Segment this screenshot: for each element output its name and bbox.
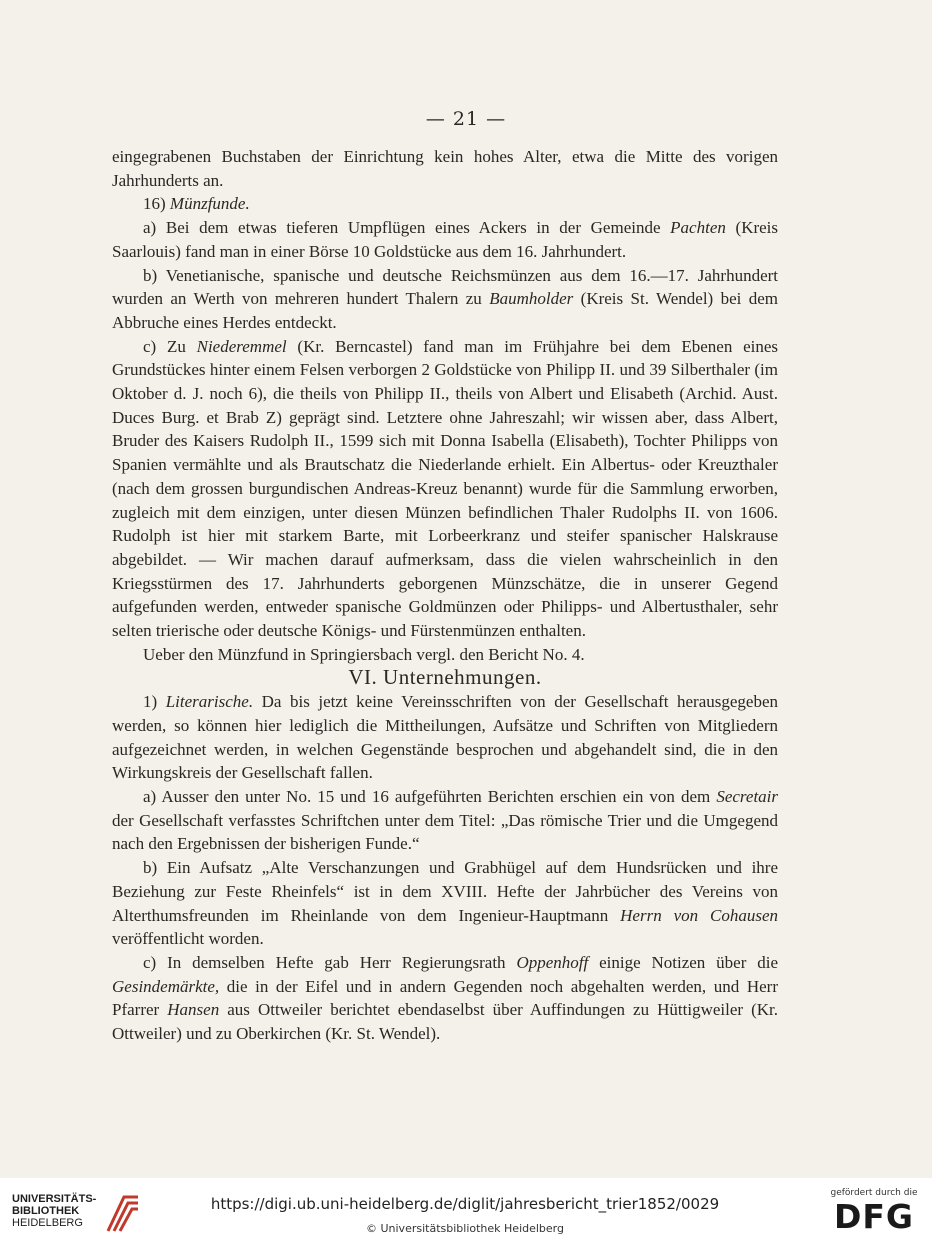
paragraph-1 (112, 145, 778, 192)
paragraph-b-cohausen (112, 856, 778, 951)
text-fragment: (Kr. Berncastel) fand man im Frühjahre bei dem Ebenen eines Grundstückes hinter einem Felsen verborgen 2 Goldstücke von Philipp II. und 39 Silberthaler (im Oktober d. J. noch 6), die theils von Philipp II., theils von Albert und Elisabeth (Archid. Aust. Duces Burg. et Brab Z) geprägt sind. Letztere ohne Jahreszahl; wir wissen aber, dass Albert, Bruder des Kaisers Rudolph II., 1599 sich mit Donna Isabella (Elisabeth), Tochter Philipps von Spanien vermählte und als Brautschatz die Niederlande erhielt. Ein Albertus- oder Kreuzthaler (nach dem grossen burgundischen Andreas-Kreuz benannt) wurde für die Sammlung erworben, zugleich mit dem einzigen, unter diesen Münzen befindlichen Thaler Rudolphs II. von 1606. Rudolph ist hier mit starkem Barte, mit Lorbeerkranz und steifer spanischer Halskrause abgebildet. — Wir machen darauf aufmerksam, dass die vielen wahrscheinlich in den Kriegsstürmen des 17. Jahrhunderts geborgenen Münzschätze, die in unserer Gegend aufgefunden werden, entweder spanische Goldmünzen oder Philipps- und Albertusthaler, sehr selten trierische oder deutsche Königs- und Fürstenmünzen enthalten. (112, 336, 779, 641)
section-16-heading (112, 192, 778, 216)
dfg-logo[interactable] (826, 1188, 922, 1236)
copyright-notice: © Universitätsbibliothek Heidelberg (365, 1222, 564, 1235)
text-fragment: aus Ottweiler berichtet ebendaselbst über Auffindungen zu Hüttigweiler (Kr. Ottweiler) und zu Oberkirchen (Kr. St. Wendel). (112, 1000, 778, 1044)
section-16-title: Münzfunde. (169, 194, 250, 214)
library-logo[interactable] (12, 1191, 162, 1237)
text-fragment: a) Bei dem etwas tieferen Umpflügen eines Ackers in der Gemeinde (143, 218, 661, 238)
text-fragment: die in der Eifel und in andern Gegenden noch abgehalten werden, und Herr Pfarrer (112, 976, 778, 1020)
paragraph-a-pachten (112, 216, 778, 263)
section-1-title: Literarische. (165, 692, 254, 712)
paragraph-c-oppenhoff (112, 951, 778, 1046)
place-pachten: Pachten (670, 218, 726, 238)
permalink-url[interactable]: https://digi.ub.uni-heidelberg.de/diglit/jahresbericht_trier1852/0029 (210, 1195, 720, 1213)
library-logo-text (12, 1193, 96, 1229)
paragraph-1-text: eingegrabenen Buchstaben der Einrichtung kein hohes Alter, etwa die Mitte des vorigen Jahrhunderts an. (112, 147, 778, 190)
section-1-number: 1) (143, 692, 158, 712)
text-fragment: b) Ein Aufsatz „Alte Verschanzungen und Grabhügel auf dem Hundsrücken und ihre Beziehung zur Feste Rheinfels“ ist in dem XVIII. Hefte der Jahrbücher des Vereins von Alterthumsfreunden im Rheinlande von dem Ingenieur-Hauptmann (112, 858, 778, 925)
term-gesindemaerkte: Gesindemärkte, (112, 976, 220, 996)
section-title: VI. Unternehmungen. (348, 665, 542, 690)
section-16-number: 16) (143, 194, 166, 214)
page-number: — 21 — (425, 108, 507, 130)
paragraph-literarische (112, 690, 778, 785)
paragraph-b-baumholder (112, 264, 778, 335)
person-secretair: Secretair (716, 786, 779, 806)
library-name-line3: HEIDELBERG (12, 1217, 83, 1229)
dfg-wordmark: DFG (833, 1197, 915, 1236)
text-fragment: a) Ausser den unter No. 15 und 16 aufgeführten Berichten erschien ein von dem (143, 786, 711, 806)
text-fragment: (Kreis Saarlouis) fand man in einer Börse 10 Goldstücke aus dem 16. Jahrhundert. (112, 218, 779, 261)
text-fragment: b) Venetianische, spanische und deutsche Reichsmünzen aus dem 16.—17. Jahrhundert wurden an Werth von mehreren hundert Thalern zu (112, 265, 778, 309)
person-oppenhoff: Oppenhoff (516, 952, 589, 972)
person-cohausen: Herrn von Cohausen (620, 905, 779, 925)
library-name-line2: BIBLIOTHEK (12, 1205, 80, 1217)
text-fragment: veröffentlicht worden. (112, 929, 264, 949)
text-fragment: Da bis jetzt keine Vereinsschriften von der Gesellschaft herausgegeben werden, so können hier lediglich die Mittheilungen, Aufsätze und Schriften von Mitgliedern aufgezeichnet werden, in welchen Gegenstände besprochen und abgehandelt sind, die in den Wirkungskreis der Gesellschaft fallen. (112, 692, 779, 783)
person-hansen: Hansen (167, 1000, 220, 1020)
paragraph-c-niederemmel (112, 335, 778, 643)
funding-caption: gefördert durch die (830, 1188, 918, 1198)
text-fragment: c) Zu (143, 336, 186, 356)
library-emblem-icon (104, 1191, 144, 1237)
text-fragment: einige Notizen über die (599, 952, 779, 972)
place-niederemmel: Niederemmel (196, 336, 287, 356)
body-text (112, 145, 778, 1046)
text-fragment: der Gesellschaft verfasstes Schriftchen unter dem Titel: „Das römische Trier und die Umgegend nach den Ergebnissen der bisherigen Funde.“ (112, 810, 778, 854)
text-fragment: Ueber den Münzfund in Springiersbach vergl. den Bericht No. 4. (143, 644, 585, 664)
paragraph-a-secretair (112, 785, 778, 856)
text-fragment: (Kreis St. Wendel) bei dem Abbruche eines Herdes entdeckt. (112, 289, 779, 332)
footer-bar (0, 1178, 932, 1247)
library-name-line1: UNIVERSITÄTS- (12, 1193, 97, 1205)
paragraph-springiersbach (112, 643, 778, 667)
text-fragment: c) In demselben Hefte gab Herr Regierungsrath (143, 952, 506, 972)
place-baumholder: Baumholder (489, 289, 574, 309)
